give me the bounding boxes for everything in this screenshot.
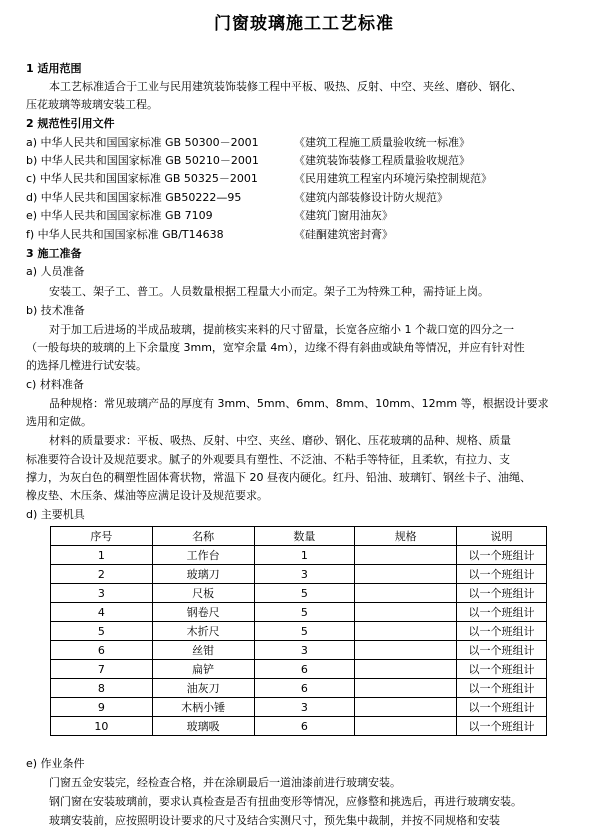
reference-label: c) 中华人民共和国国家标准 GB 50325－2001: [26, 172, 258, 185]
section-2-heading: 2 规范性引用文件: [26, 117, 115, 130]
table-cell: 以一个班组计: [457, 679, 547, 698]
table-cell: 6: [254, 679, 355, 698]
subsection-b-line-2: （一般每块的玻璃的上下余量度 3mm，宽窄余量 4m），边缘不得有斜曲或缺角等情况，并应有针对性: [26, 341, 525, 354]
subsection-c-line-6: 橡皮垫、木压条、煤油等应满足设计及规范要求。: [26, 489, 268, 502]
reference-item: [26, 228, 393, 241]
table-row: [51, 679, 547, 698]
table-cell: [355, 717, 457, 736]
table-cell: 5: [51, 622, 153, 641]
table-row: [51, 565, 547, 584]
reference-document: 《建筑门窗用油灰》: [294, 209, 393, 222]
subsection-c-line-5: 撑力，为灰白色的稠塑性固体膏状物，常温下 20 昼夜内硬化。红丹、铅油、玻璃钉、钢丝卡子、油绳、: [26, 471, 531, 484]
table-row: [51, 698, 547, 717]
table-cell: [355, 584, 457, 603]
table-cell: 6: [51, 641, 153, 660]
section-1-heading: 1 适用范围: [26, 62, 82, 75]
subsection-e-title: e) 作业条件: [26, 757, 85, 770]
table-cell: 玻璃吸: [152, 717, 254, 736]
table-cell: 以一个班组计: [457, 603, 547, 622]
table-cell: 10: [51, 717, 153, 736]
reference-document: 《建筑装饰装修工程质量验收规范》: [294, 154, 470, 167]
subsection-b-line-3: 的选择几樘进行试安装。: [26, 359, 147, 372]
table-cell: [355, 660, 457, 679]
table-row: [51, 546, 547, 565]
table-cell: 5: [254, 603, 355, 622]
subsection-b-line-1: 对于加工后进场的半成品玻璃，提前核实来料的尺寸留量，长宽各应缩小 1 个裁口宽的四分之一: [49, 323, 514, 336]
table-cell: 3: [51, 584, 153, 603]
page-title: 门窗玻璃施工工艺标准: [214, 14, 394, 34]
subsection-b-title: b) 技术准备: [26, 304, 85, 317]
column-header-quantity: 数量: [254, 527, 355, 546]
table-header-row: [51, 527, 547, 546]
subsection-c-line-2: 选用和定做。: [26, 415, 92, 428]
reference-item: [26, 172, 492, 185]
table-cell: 2: [51, 565, 153, 584]
section-1-line-1: 本工艺标准适合于工业与民用建筑装饰装修工程中平板、吸热、反射、中空、夹丝、磨砂、钢化、: [49, 80, 522, 93]
table-cell: 以一个班组计: [457, 641, 547, 660]
table-cell: 3: [254, 565, 355, 584]
reference-document: 《民用建筑工程室内环境污染控制规范》: [294, 172, 492, 185]
table-cell: 以一个班组计: [457, 622, 547, 641]
subsection-e-line-2: 钢门窗在安装玻璃前，要求认真检查是否有扭曲变形等情况，应修整和挑选后，再进行玻璃安装。: [49, 795, 522, 808]
subsection-a-title: a) 人员准备: [26, 265, 85, 278]
table-cell: 钢卷尺: [152, 603, 254, 622]
table-cell: 工作台: [152, 546, 254, 565]
table-row: [51, 717, 547, 736]
column-header-spec: 规格: [355, 527, 457, 546]
subsection-c-line-1: 品种规格：常见玻璃产品的厚度有 3mm、5mm、6mm、8mm、10mm、12mm 等，根据设计要求: [49, 397, 549, 410]
table-row: [51, 641, 547, 660]
table-cell: 尺板: [152, 584, 254, 603]
subsection-a-text: 安装工、架子工、普工。人员数量根据工程量大小而定。架子工为特殊工种，需持证上岗。: [49, 285, 489, 298]
subsection-e-line-1: 门窗五金安装完，经检查合格，并在涂刷最后一道油漆前进行玻璃安装。: [49, 776, 401, 789]
table-cell: [355, 622, 457, 641]
table-row: [51, 584, 547, 603]
subsection-c-line-4: 标准要符合设计及规范要求。腻子的外观要具有塑性、不泛油、不粘手等特征，且柔软，有拉力、支: [26, 453, 510, 466]
table-cell: 7: [51, 660, 153, 679]
table-cell: 4: [51, 603, 153, 622]
table-row: [51, 660, 547, 679]
table-cell: 3: [254, 641, 355, 660]
reference-item: [26, 136, 470, 149]
table-cell: 以一个班组计: [457, 565, 547, 584]
column-header-index: 序号: [51, 527, 153, 546]
reference-label: a) 中华人民共和国国家标准 GB 50300－2001: [26, 136, 259, 149]
subsection-d-title: d) 主要机具: [26, 508, 85, 521]
table-cell: 以一个班组计: [457, 717, 547, 736]
tools-table: [50, 526, 547, 736]
table-cell: 1: [254, 546, 355, 565]
table-cell: [355, 679, 457, 698]
reference-item: [26, 191, 448, 204]
table-cell: [355, 698, 457, 717]
table-cell: 木折尺: [152, 622, 254, 641]
table-cell: [355, 641, 457, 660]
table-cell: 5: [254, 622, 355, 641]
table-cell: 玻璃刀: [152, 565, 254, 584]
table-cell: 5: [254, 584, 355, 603]
table-cell: 6: [254, 717, 355, 736]
reference-document: 《建筑工程施工质量验收统一标准》: [294, 136, 470, 149]
table-cell: 1: [51, 546, 153, 565]
reference-item: [26, 209, 393, 222]
reference-label: f) 中华人民共和国国家标准 GB/T14638: [26, 228, 224, 241]
reference-document: 《硅酮建筑密封膏》: [294, 228, 393, 241]
section-1-line-2: 压花玻璃等玻璃安装工程。: [26, 98, 158, 111]
table-cell: 6: [254, 660, 355, 679]
subsection-c-line-3: 材料的质量要求：平板、吸热、反射、中空、夹丝、磨砂、钢化、压花玻璃的品种、规格、质量: [49, 434, 511, 447]
reference-label: d) 中华人民共和国国家标准 GB50222—95: [26, 191, 242, 204]
section-3-heading: 3 施工准备: [26, 247, 82, 260]
column-header-note: 说明: [457, 527, 547, 546]
table-cell: [355, 565, 457, 584]
table-cell: [355, 603, 457, 622]
table-cell: 以一个班组计: [457, 546, 547, 565]
table-cell: 以一个班组计: [457, 584, 547, 603]
table-cell: 3: [254, 698, 355, 717]
table-row: [51, 603, 547, 622]
table-cell: 木柄小锤: [152, 698, 254, 717]
table-row: [51, 622, 547, 641]
table-cell: 扁铲: [152, 660, 254, 679]
reference-item: [26, 154, 470, 167]
table-cell: 油灰刀: [152, 679, 254, 698]
table-cell: 丝钳: [152, 641, 254, 660]
table-cell: [355, 546, 457, 565]
subsection-e-line-3: 玻璃安装前，应按照明设计要求的尺寸及结合实测尺寸，预先集中裁制，并按不同规格和安装: [49, 814, 500, 827]
table-cell: 8: [51, 679, 153, 698]
reference-label: b) 中华人民共和国国家标准 GB 50210－2001: [26, 154, 259, 167]
table-cell: 9: [51, 698, 153, 717]
reference-document: 《建筑内部装修设计防火规范》: [294, 191, 448, 204]
subsection-c-title: c) 材料准备: [26, 378, 84, 391]
column-header-name: 名称: [152, 527, 254, 546]
table-cell: 以一个班组计: [457, 660, 547, 679]
reference-label: e) 中华人民共和国国家标准 GB 7109: [26, 209, 213, 222]
table-cell: 以一个班组计: [457, 698, 547, 717]
